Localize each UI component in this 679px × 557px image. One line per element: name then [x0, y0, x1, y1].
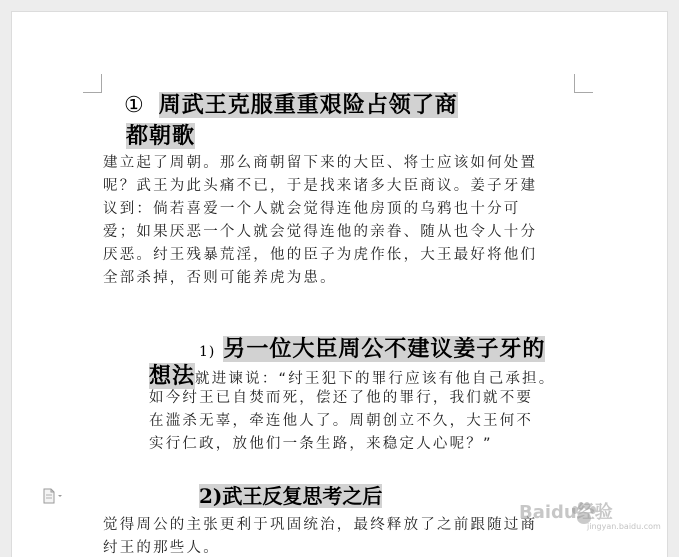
paragraph-line: 纣王的那些人。	[103, 540, 220, 556]
list-marker: 1)	[199, 344, 216, 360]
paragraph-line: 全部杀掉，否则可能养虎为患。	[103, 270, 337, 286]
paragraph-1	[103, 152, 537, 290]
heading-1-number: ①	[124, 93, 145, 118]
paragraph-line: 如今纣王已自焚而死，偿还了他的罪行，我们就不要	[149, 390, 534, 406]
watermark-subtext: jingyan.baidu.com	[587, 522, 661, 531]
document-icon[interactable]	[43, 488, 65, 504]
heading-2a-line1: 另一位大臣周公不建议姜子牙的	[223, 336, 546, 362]
margin-corner-top-left	[83, 74, 102, 93]
heading-2a-line2-rest: 就进谏说：“纣王犯下的罪行应该有他自己承担。	[195, 371, 556, 387]
paragraph-line: 厌恶。纣王残暴荒淫，他的臣子为虎作伥，大王最好将他们	[103, 247, 538, 263]
heading-1	[124, 90, 584, 152]
heading-1-line2: 都朝歌	[126, 123, 196, 149]
paragraph-2	[149, 387, 533, 456]
baidu-watermark	[517, 498, 667, 532]
paragraph-3	[103, 514, 537, 557]
paragraph-line: 实行仁政，放他们一条生路，来稳定人心呢？”	[149, 436, 493, 452]
paragraph-line: 觉得周公的主张更利于巩固统治，最终释放了之前跟随过商	[103, 517, 538, 533]
heading-2b-text: 2)武王反复思考之后	[199, 484, 383, 508]
paragraph-line: 建立起了周朝。那么商朝留下来的大臣、将士应该如何处置	[103, 155, 538, 171]
scrollbar-gutter[interactable]	[667, 0, 679, 557]
paragraph-line: 在滥杀无辜，牵连他人了。周朝创立不久，大王何不	[149, 413, 534, 429]
heading-1-line1: 周武王克服重重艰险占领了商	[158, 92, 458, 118]
document-page	[12, 12, 667, 557]
paragraph-line: 议到：倘若喜爱一个人就会觉得连他房顶的乌鸦也十分可	[103, 201, 521, 217]
paragraph-line: 呢？武王为此头痛不已，于是找来诸多大臣商议。姜子牙建	[103, 178, 538, 194]
heading-2a-line2-head: 想法	[149, 363, 196, 389]
watermark-text: Baidu经验	[519, 502, 613, 523]
heading-2b	[199, 482, 382, 511]
paragraph-line: 爱；如果厌恶一个人就会觉得连他的亲眷、随从也令人十分	[103, 224, 538, 240]
